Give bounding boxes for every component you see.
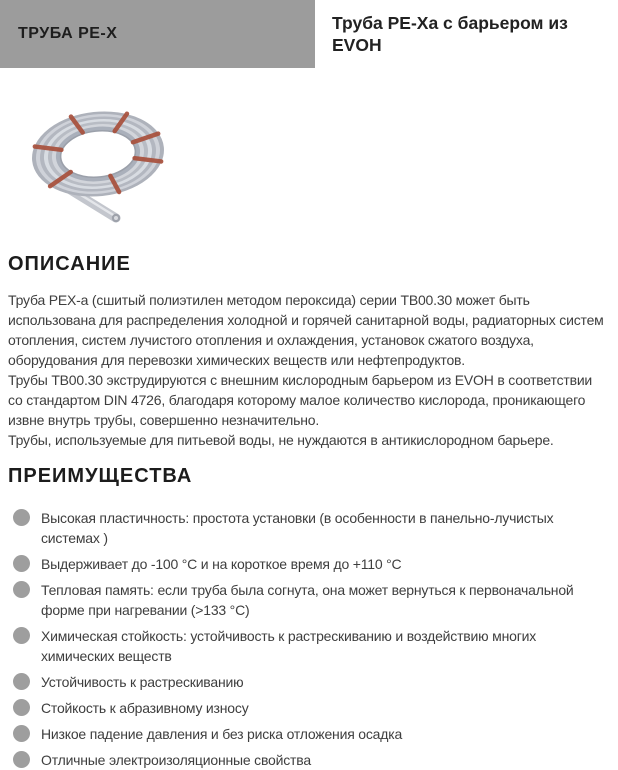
advantage-text: Низкое падение давления и без риска отложения осадка bbox=[41, 726, 403, 742]
list-item bbox=[8, 750, 618, 770]
bullet-icon bbox=[13, 751, 30, 768]
advantage-text: Стойкость к абразивному износу bbox=[41, 700, 249, 716]
list-item bbox=[8, 508, 618, 548]
list-item bbox=[8, 580, 618, 620]
list-item bbox=[8, 698, 618, 718]
page-header bbox=[0, 0, 618, 68]
advantage-text: Выдерживает до -100 °C и на короткое время до +110 °C bbox=[41, 556, 402, 572]
bullet-icon bbox=[13, 673, 30, 690]
bullet-icon bbox=[13, 509, 30, 526]
description-paragraph-3: Трубы, используемые для питьевой воды, не нуждаются в антикислородном барьере. bbox=[8, 432, 554, 448]
advantage-text: Высокая пластичность: простота установки (в особенности в панельно-лучистых системах ) bbox=[41, 510, 554, 546]
advantages-list bbox=[0, 508, 618, 770]
list-item bbox=[8, 554, 618, 574]
advantage-text: Устойчивость к растрескиванию bbox=[41, 674, 244, 690]
section-heading-advantages: ПРЕИМУЩЕСТВА bbox=[8, 465, 193, 487]
category-label: ТРУБА PE-X bbox=[18, 25, 118, 42]
bullet-icon bbox=[13, 725, 30, 742]
page-title: Труба PE-Xа с барьером из EVOH bbox=[332, 13, 568, 55]
advantage-text: Тепловая память: если труба была согнута, она может вернуться к первоначальной форме при нагревании (>133 °C) bbox=[41, 582, 574, 618]
bullet-icon bbox=[13, 627, 30, 644]
list-item bbox=[8, 672, 618, 692]
bullet-icon bbox=[13, 555, 30, 572]
product-photo bbox=[10, 94, 190, 232]
advantage-text: Химическая стойкость: устойчивость к растрескиванию и воздействию многих химических веществ bbox=[41, 628, 537, 664]
category-banner bbox=[0, 0, 315, 68]
advantage-text: Отличные электроизоляционные свойства bbox=[41, 752, 311, 768]
description-paragraph-1: Труба PEX-a (сшитый полиэтилен методом пероксида) серии TB00.30 может быть использована для распределения холодной и горячей санитарной воды, радиаторных систем отопления, систем лучистого отопления и охлаждения, установок сжатого воздуха, оборудования для перевозки химических веществ или нефтепродуктов. bbox=[8, 292, 604, 368]
list-item bbox=[8, 724, 618, 744]
description-paragraph-2: Трубы TB00.30 экструдируются с внешним кислородным барьером из EVOH в соответствии со стандартом DIN 4726, благодаря которому малое количество кислорода, проникающего извне внутрь трубы, совершенно незначительно. bbox=[8, 372, 593, 428]
list-item bbox=[8, 626, 618, 666]
description-text bbox=[8, 290, 610, 450]
pipe-coil-image bbox=[10, 94, 190, 232]
section-heading-description: ОПИСАНИЕ bbox=[8, 253, 131, 275]
bullet-icon bbox=[13, 699, 30, 716]
bullet-icon bbox=[13, 581, 30, 598]
